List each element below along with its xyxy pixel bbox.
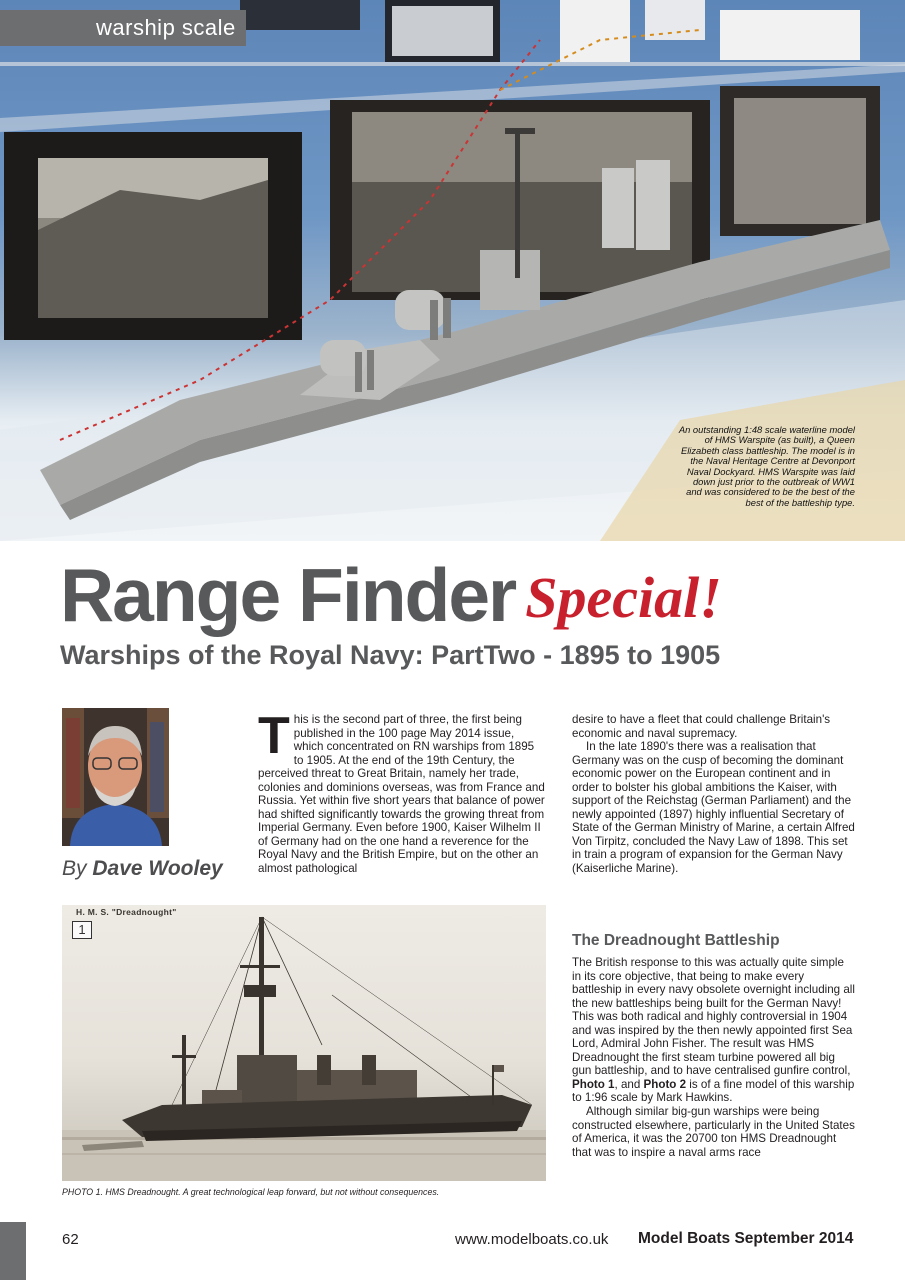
photo-1-number: 1 (72, 921, 92, 939)
article-column-1 (258, 707, 545, 876)
paragraph-2: In the late 1890's there was a realisation that Germany was on the cusp of becoming the dominant economic power on the European continent and in order to bolster his global ambitions the Kaiser, with support of the Reichstag (German Parliament) and the newly appointed (1897) highly influential Secretary of State of the German Ministry of Marine, a certain Alfred Von Tirpitz, concluded the Navy Law of 1898. This set in train a program of expansion for the German Navy (Kaiserliche Marine). (572, 740, 855, 876)
headline-special: Special! (525, 565, 722, 630)
article-column-2-lower (572, 956, 856, 1159)
website-link[interactable]: www.modelboats.co.uk (455, 1231, 609, 1248)
paragraph-4: Although similar big-gun warships were being constructed elsewhere, particularly in the United States of America, it was the 20700 ton HMS Dreadnought that was to inspire a naval arms race (572, 1105, 855, 1159)
byline (62, 857, 223, 881)
article-column-2 (572, 713, 856, 876)
subtitle: Warships of the Royal Navy: PartTwo - 1895 to 1905 (60, 640, 721, 670)
footer-bar (0, 1222, 26, 1280)
photo-1-title: H. M. S. "Dreadnought" (76, 907, 177, 917)
hero-photo (0, 0, 905, 541)
section-heading: The Dreadnought Battleship (572, 932, 780, 949)
author-photo (62, 708, 169, 846)
paragraph-1-continued: desire to have a fleet that could challenge Britain's economic and naval supremacy. (572, 713, 831, 740)
section-tag: warship scale (0, 10, 246, 46)
headline (60, 550, 722, 640)
photo-1-reference: Photo 1 (572, 1077, 615, 1091)
photo-1-caption: PHOTO 1. HMS Dreadnought. A great technological leap forward, but not without consequences. (62, 1187, 440, 1197)
drop-cap: T (258, 707, 290, 765)
photo-1 (62, 905, 546, 1181)
byline-prefix: By (62, 857, 87, 880)
paragraph-3: The British response to this was actually quite simple in its core objective, that being to make every battleship in every navy obsolete overnight including all the new battleships being built for the German Navy! This was both radical and highly controversial in 1904 and was inspired by the then newly appointed first Sea Lord, Admiral John Fisher. The result was HMS Dreadnought the first steam turbine powered all big gun battleship, and to have centralised gunfire control, Photo 1, and Photo 2 is of a fine model of this warship to 1:96 scale by Mark Hawkins. (572, 956, 855, 1105)
photo-2-reference: Photo 2 (643, 1077, 687, 1091)
author-name: Dave Wooley (92, 857, 223, 880)
hero-caption: An outstanding 1:48 scale waterline model of HMS Warspite (as built), a Queen Elizabeth class battleship. The model is in the Naval Heritage Centre at Devonport Naval Dockyard. HMS Warspite was laid down just prior to the outbreak of WW1 and was considered to be the best of the best of the battleship type. (678, 424, 855, 508)
dreadnought-illustration (62, 905, 546, 1181)
headline-main: Range Finder (60, 553, 516, 637)
author-portrait-illustration (62, 708, 169, 846)
magazine-issue: Model Boats September 2014 (638, 1230, 854, 1247)
page-number: 62 (62, 1231, 79, 1248)
paragraph-1: his is the second part of three, the first being published in the 100 page May 2014 issue, which concentrated on RN warships from 1895 to 1905. At the end of the 19th Century, the perceived threat to Great Britain, namely her trade, colonies and dominions overseas, was from France and Russia. Yet within five short years that balance of power had shifted significantly towards the growing threat from Imperial Germany. Even before 1900, Kaiser Wilhelm II of Germany had on the one hand a reverence for the Royal Navy and the British Empire, but on the other an almost pathological (258, 713, 545, 876)
